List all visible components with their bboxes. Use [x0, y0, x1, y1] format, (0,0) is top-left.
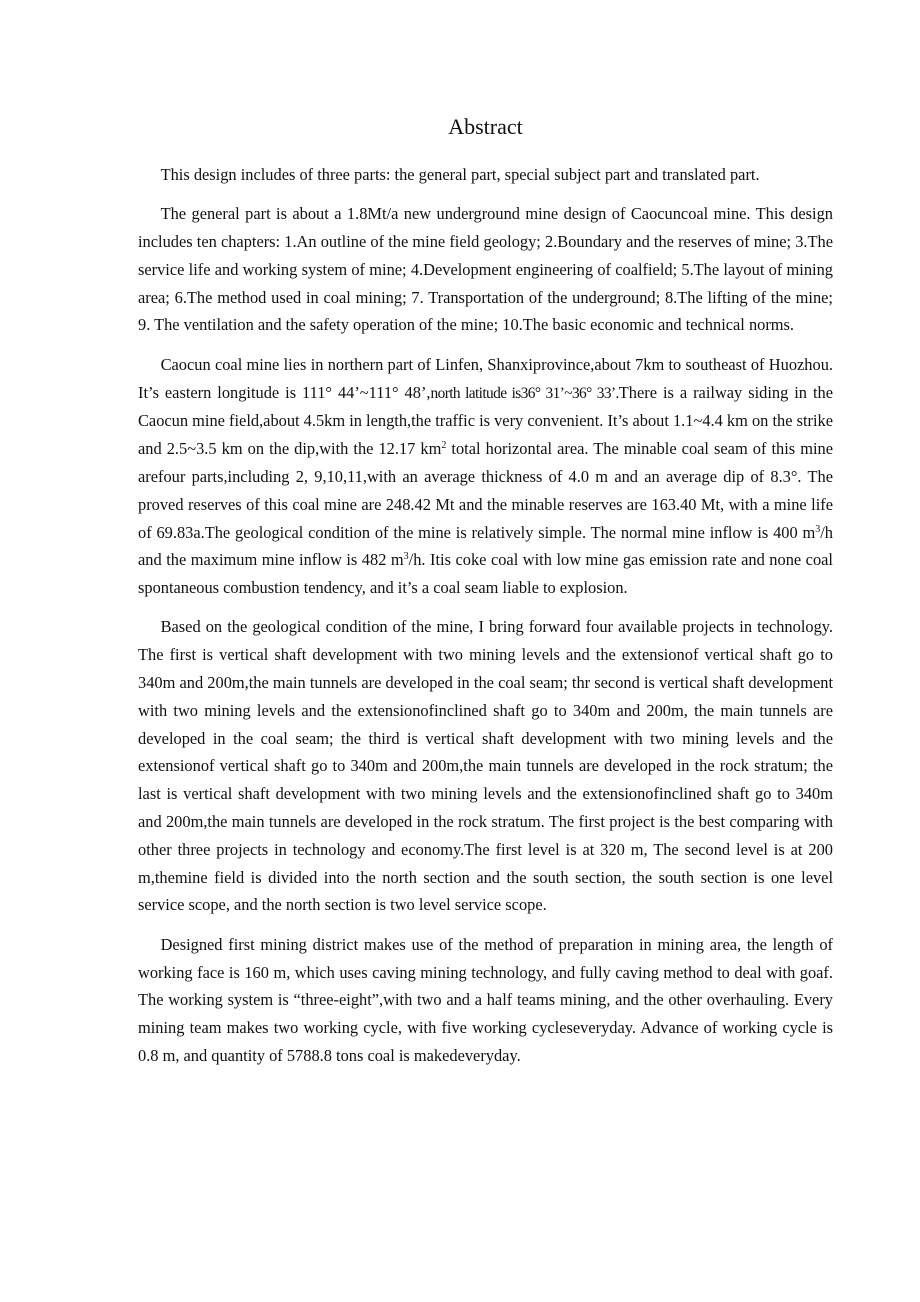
inflow-superscript-normal: 3 — [815, 523, 821, 535]
mine-location-text-a: Caocun coal mine lies in northern part of Linfen, Shanxiprovince,about 7km to southeast of Huozhou. It’s eastern longitude is 111° 44’~111° 48’, — [138, 354, 833, 402]
inflow-superscript-max: 3 — [403, 551, 409, 563]
paragraph-projects-text: Based on the geological condition of the mine, I bring forward four available projects in technology. The first is vertical shaft development with two mining levels and the extensionof vertical shaft go to 340m and 200m,the main tunnels are developed in the coal seam; thr second is vertical shaft development with two mining levels and the extensionofinclined shaft go to 340m and 200m, the main tunnels are developed in the coal seam; the third is vertical shaft development with two mining levels and the extensionof vertical shaft go to 340m and 200m,the main tunnels are developed in the rock stratum; the last is vertical shaft development with two mining levels and the extensionofinclined shaft go to 340m and 200m,the main tunnels are developed in the rock stratum. The first project is the best comparing with other three projects in technology and economy.The first level is at 320 m, The second level is at 200 m,themine field is divided into the north section and the south section, the south section is one level service scope, and the north section is two level service scope. — [138, 617, 833, 915]
paragraph-mine-location — [138, 351, 833, 602]
paragraph-intro — [138, 161, 833, 189]
mine-location-text-d: total horizontal area. The minable coal seam of this mine arefour parts,including 2, 9,10,11,with an average thickness of 4.0 m and an average dip of 8.3°. The proved reserves of this coal mine are 248.42 Mt and the minable reserves are 163.40 Mt, with a mine life of 69.83a.The geological condition of the mine is relatively simple. The normal mine inflow is 400 m — [138, 439, 833, 542]
paragraph-general-part — [138, 200, 833, 339]
paragraph-general-part-text: The general part is about a 1.8Mt/a new underground mine design of Caocuncoal mine. This design includes ten chapters: 1.An outline of the mine field geology; 2.Boundary and the reserves of mine; 3.The service life and working system of mine; 4.Development engineering of coalfield; 5.The layout of mining area; 6.The method used in coal mining; 7. Transportation of the underground; 8.The lifting of the mine; 9. The ventilation and the safety operation of the mine; 10.The basic economic and technical norms. — [138, 204, 833, 335]
mine-location-text-c: There is a railway siding in the Caocun mine field,about 4.5km in length,the traffic is very convenient. It’s about 1.1~4.4 km on the strike and 2.5~3.5 km on the dip,with the 12.17 km — [138, 382, 834, 459]
area-superscript: 2 — [441, 440, 447, 452]
mine-location-text-e: /h and the maximum mine inflow is 482 m — [138, 522, 833, 570]
mine-location-text-f: /h. Itis coke coal with low mine gas emission rate and none coal spontaneous combustion tendency, and it’s a coal seam liable to explosion. — [138, 550, 833, 598]
mine-location-latitude: north latitude is36° 31’~36° 33’. — [430, 384, 619, 402]
paragraph-mining-district-text: Designed first mining district makes use of the method of preparation in mining area, the length of working face is 160 m, which uses caving mining technology, and fully caving method to deal with goaf. The working system is “three-eight”,with two and a half teams mining, and the other overhauling. Every mining team makes two working cycle, with five working cycleseveryday. Advance of working cycle is 0.8 m, and quantity of 5788.8 tons coal is makedeveryday. — [138, 934, 833, 1065]
paragraph-mining-district — [138, 931, 833, 1070]
paragraph-intro-text: This design includes of three parts: the general part, special subject part and translated part. — [160, 165, 760, 184]
paragraph-projects — [138, 613, 833, 919]
page-title: Abstract — [448, 114, 523, 139]
